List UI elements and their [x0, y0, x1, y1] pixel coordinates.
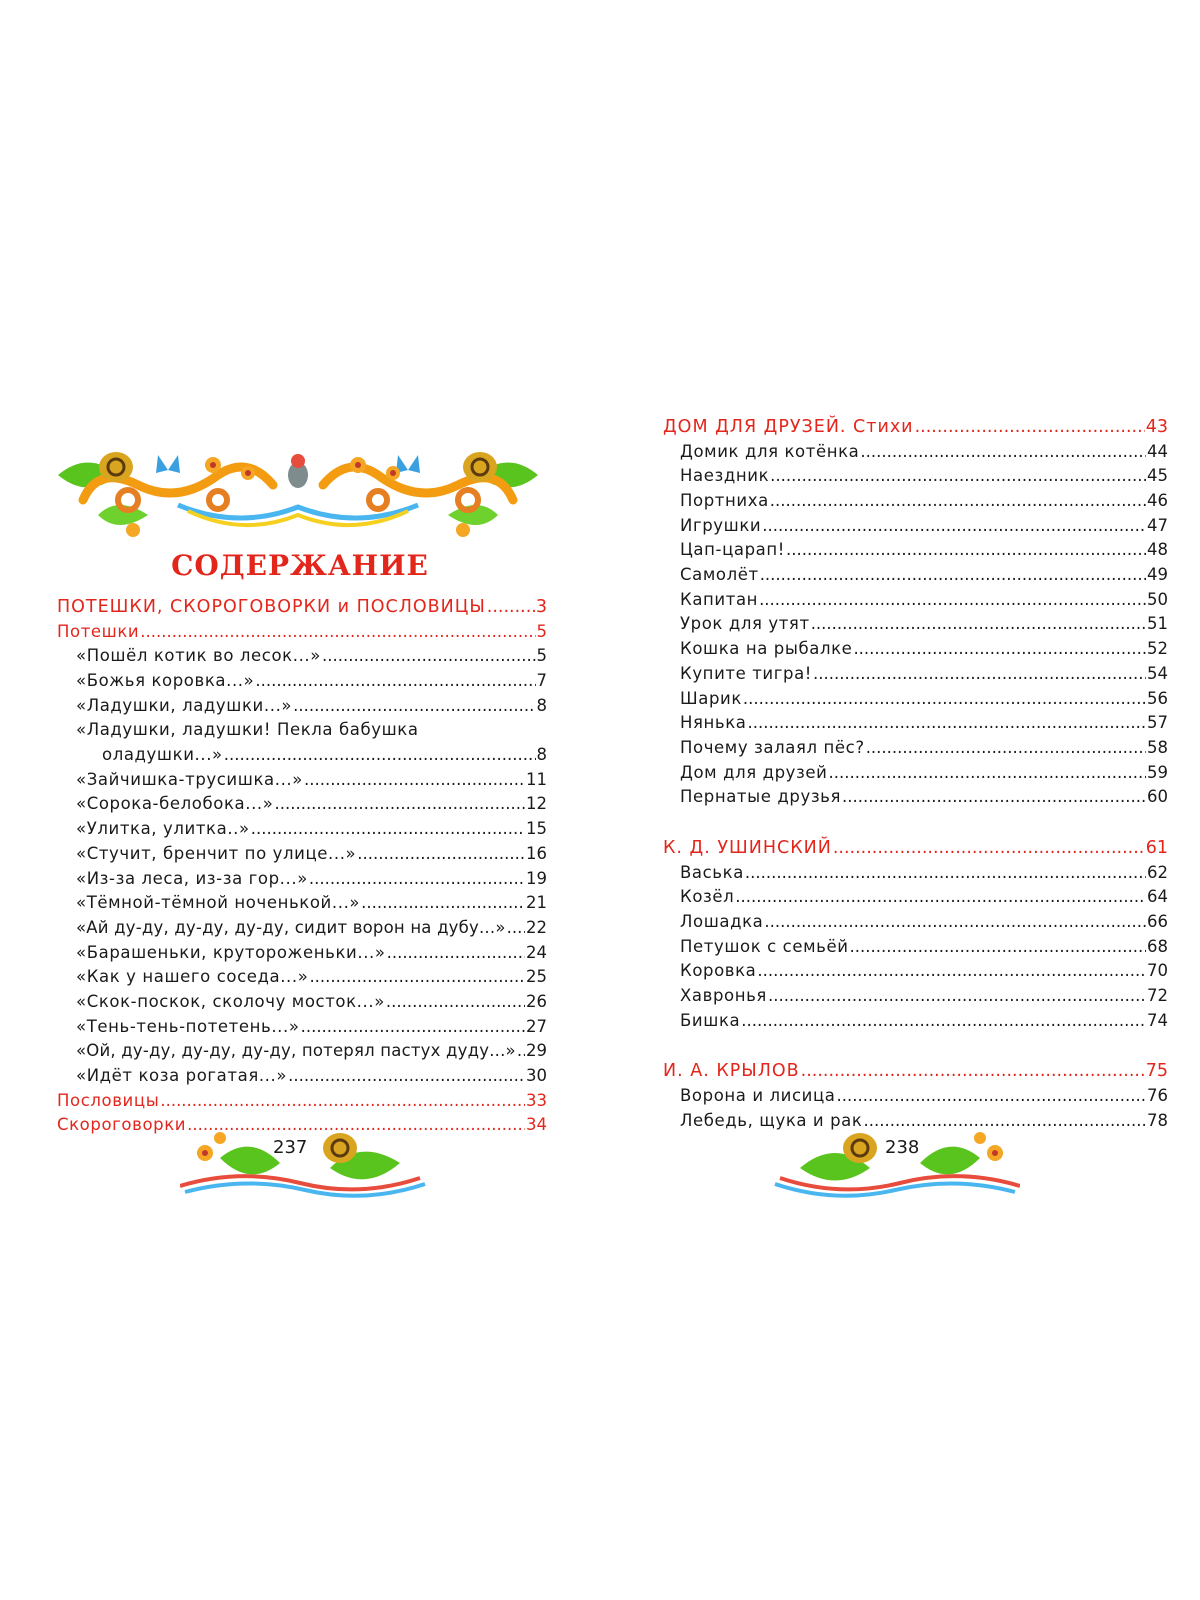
entry-title: Пернатые друзья [680, 787, 842, 807]
entry-page: 75 [1145, 1061, 1168, 1082]
entry-title: Лошадка [680, 912, 764, 932]
toc-section[interactable] [57, 1089, 547, 1114]
toc-entry[interactable] [680, 662, 1168, 687]
toc-entry[interactable] [680, 489, 1168, 514]
entry-page: 46 [1147, 491, 1168, 511]
entry-page: 76 [1147, 1086, 1168, 1106]
entry-page: 5 [536, 621, 547, 641]
entry-title: Наездник [680, 466, 770, 486]
entry-page: 48 [1147, 540, 1168, 560]
entry-title: «Пошёл котик во лесок...» [76, 646, 321, 666]
entry-title: Домик для котёнка [680, 441, 860, 461]
entry-page: 3 [535, 596, 547, 617]
header-ornament-icon [58, 445, 538, 550]
toc-list-right [663, 415, 1168, 1134]
toc-entry[interactable] [680, 514, 1168, 539]
entry-title: «Тень-тень-потетень...» [76, 1016, 300, 1036]
entry-page: 49 [1147, 565, 1168, 585]
entry-title: Бишка [680, 1010, 741, 1030]
entry-title: «Божья коровка...» [76, 671, 255, 691]
entry-title: Купите тигра! [680, 663, 813, 683]
entry-title: «Стучит, бренчит по улице...» [76, 843, 357, 863]
entry-title: ПОТЕШКИ, СКОРОГОВОРКИ и ПОСЛОВИЦЫ [57, 596, 486, 617]
toc-entry[interactable] [680, 935, 1168, 960]
section-gap [680, 1034, 1168, 1060]
toc-entry[interactable] [57, 891, 547, 916]
entry-page: 29 [526, 1041, 547, 1061]
entry-page: 15 [526, 819, 547, 839]
entry-page: 78 [1147, 1110, 1168, 1130]
entry-title: Кошка на рыбалке [680, 639, 853, 659]
entry-page: 8 [536, 745, 547, 765]
entry-title: «Идёт коза рогатая...» [76, 1066, 288, 1086]
entry-title: К. Д. УШИНСКИЙ [663, 837, 832, 858]
toc-entry[interactable] [57, 842, 547, 867]
entry-title: Васька [680, 862, 744, 882]
entry-page: 7 [536, 671, 547, 691]
entry-title: «Скок-поскок, сколочу мосток...» [76, 991, 385, 1011]
entry-page: 43 [1145, 416, 1168, 437]
toc-list-left [57, 595, 547, 1138]
toc-entry[interactable] [57, 1064, 547, 1089]
entry-page: 74 [1147, 1010, 1168, 1030]
entry-page: 66 [1147, 912, 1168, 932]
entry-page: 70 [1147, 961, 1168, 981]
entry-page: 24 [526, 942, 547, 962]
entry-title: Цап-царап! [680, 540, 785, 560]
entry-page: 52 [1147, 639, 1168, 659]
toc-entry[interactable] [57, 768, 547, 793]
entry-page: 19 [526, 868, 547, 888]
toc-entry[interactable] [680, 613, 1168, 638]
toc-entry-line1[interactable] [57, 718, 547, 743]
toc-entry[interactable] [57, 1015, 547, 1040]
entry-title: Лебедь, щука и рак [680, 1110, 863, 1130]
entry-page: 60 [1147, 787, 1168, 807]
entry-title: Почему залаял пёс? [680, 737, 865, 757]
toc-entry[interactable] [680, 637, 1168, 662]
page-number: 237 [273, 1137, 308, 1158]
toc-section[interactable] [663, 836, 1168, 861]
entry-page: 51 [1147, 614, 1168, 634]
entry-title: Урок для утят [680, 614, 810, 634]
entry-title: «Ладушки, ладушки...» [76, 695, 293, 715]
entry-title: Ворона и лисица [680, 1086, 836, 1106]
entry-title: «Барашеньки, крутороженьки...» [76, 942, 386, 962]
toc-entry[interactable] [680, 588, 1168, 613]
page-number: 238 [885, 1137, 920, 1158]
toc-entry[interactable] [57, 817, 547, 842]
toc-entry[interactable] [680, 711, 1168, 736]
entry-page: 56 [1147, 688, 1168, 708]
entry-title: Хавронья [680, 986, 767, 1006]
entry-title: «Из-за леса, из-за гор...» [76, 868, 308, 888]
entry-page: 16 [526, 843, 547, 863]
toc-entry[interactable] [680, 785, 1168, 810]
entry-title: Пословицы [57, 1090, 160, 1110]
entry-title: Нянька [680, 713, 747, 733]
toc-entry[interactable] [680, 736, 1168, 761]
entry-page: 64 [1147, 887, 1168, 907]
entry-title: ДОМ ДЛЯ ДРУЗЕЙ. Стихи [663, 416, 914, 437]
toc-entry[interactable] [57, 694, 547, 719]
toc-entry[interactable] [680, 910, 1168, 935]
toc-section[interactable] [57, 620, 547, 645]
toc-entry[interactable] [57, 793, 547, 818]
toc-entry[interactable] [57, 941, 547, 966]
entry-title: «Сорока-белобока...» [76, 794, 274, 814]
entry-page: 34 [526, 1115, 547, 1135]
entry-title: «Ой, ду-ду, ду-ду, ду-ду, потерял пастух дуду...» [76, 1041, 516, 1061]
toc-entry[interactable] [680, 687, 1168, 712]
entry-page: 33 [526, 1090, 547, 1110]
entry-page: 59 [1147, 762, 1168, 782]
toc-entry[interactable] [57, 644, 547, 669]
entry-title: Шарик [680, 688, 742, 708]
entry-title: «Зайчишка-трусишка...» [76, 769, 303, 789]
toc-entry-line2[interactable] [57, 743, 547, 768]
toc-entry[interactable] [57, 965, 547, 990]
entry-page: 26 [526, 991, 547, 1011]
toc-entry[interactable] [680, 861, 1168, 886]
entry-page: 22 [526, 917, 547, 937]
entry-page: 27 [526, 1016, 547, 1036]
entry-page: 54 [1147, 663, 1168, 683]
toc-entry[interactable] [680, 984, 1168, 1009]
entry-title: Дом для друзей [680, 762, 828, 782]
toc-entry[interactable] [57, 867, 547, 892]
toc-entry[interactable] [680, 885, 1168, 910]
entry-page: 47 [1147, 515, 1168, 535]
entry-page: 72 [1147, 986, 1168, 1006]
toc-section[interactable] [663, 415, 1168, 440]
toc-entry[interactable] [57, 916, 547, 941]
entry-title: Коровка [680, 961, 757, 981]
toc-entry[interactable] [680, 538, 1168, 563]
page-title: СОДЕРЖАНИЕ [171, 549, 429, 582]
toc-entry[interactable] [680, 761, 1168, 786]
entry-title: Самолёт [680, 565, 759, 585]
entry-title: Скороговорки [57, 1115, 187, 1135]
entry-page: 12 [526, 794, 547, 814]
entry-title: «Как у нашего соседа...» [76, 967, 309, 987]
entry-title: И. А. КРЫЛОВ [663, 1061, 800, 1082]
entry-title: «Тёмной-тёмной ноченькой...» [76, 893, 361, 913]
entry-page: 57 [1147, 713, 1168, 733]
toc-entry[interactable] [57, 669, 547, 694]
toc-entry[interactable] [680, 1084, 1168, 1109]
entry-page: 58 [1147, 737, 1168, 757]
entry-page: 61 [1145, 837, 1168, 858]
entry-title: Козёл [680, 887, 735, 907]
entry-title: Игрушки [680, 515, 762, 535]
entry-page: 44 [1147, 441, 1168, 461]
entry-page: 62 [1147, 862, 1168, 882]
entry-page: 68 [1147, 936, 1168, 956]
entry-title: Петушок с семьёй [680, 936, 849, 956]
section-gap [680, 810, 1168, 836]
entry-title: Потешки [57, 621, 140, 641]
toc-entry[interactable] [680, 1009, 1168, 1034]
toc-entry[interactable] [680, 959, 1168, 984]
entry-page: 11 [526, 769, 547, 789]
entry-page: 50 [1147, 589, 1168, 609]
toc-section[interactable] [663, 1060, 1168, 1085]
entry-page: 30 [526, 1066, 547, 1086]
toc-section[interactable] [57, 595, 547, 620]
toc-entry[interactable] [57, 990, 547, 1015]
toc-entry[interactable] [57, 1039, 547, 1064]
entry-page: 8 [536, 695, 547, 715]
entry-title: Портниха [680, 491, 769, 511]
entry-title: Капитан [680, 589, 759, 609]
entry-page: 21 [526, 893, 547, 913]
entry-page: 5 [536, 646, 547, 666]
entry-title: «Ай ду-ду, ду-ду, ду-ду, сидит ворон на дубу...» [76, 917, 506, 937]
entry-title: «Ладушки, ладушки! Пекла бабушка [76, 720, 419, 740]
entry-page: 45 [1147, 466, 1168, 486]
toc-entry[interactable] [680, 563, 1168, 588]
toc-entry[interactable] [680, 464, 1168, 489]
entry-title: «Улитка, улитка..» [76, 819, 250, 839]
entry-title: оладушки...» [102, 745, 223, 765]
toc-entry[interactable] [680, 440, 1168, 465]
entry-page: 25 [526, 967, 547, 987]
